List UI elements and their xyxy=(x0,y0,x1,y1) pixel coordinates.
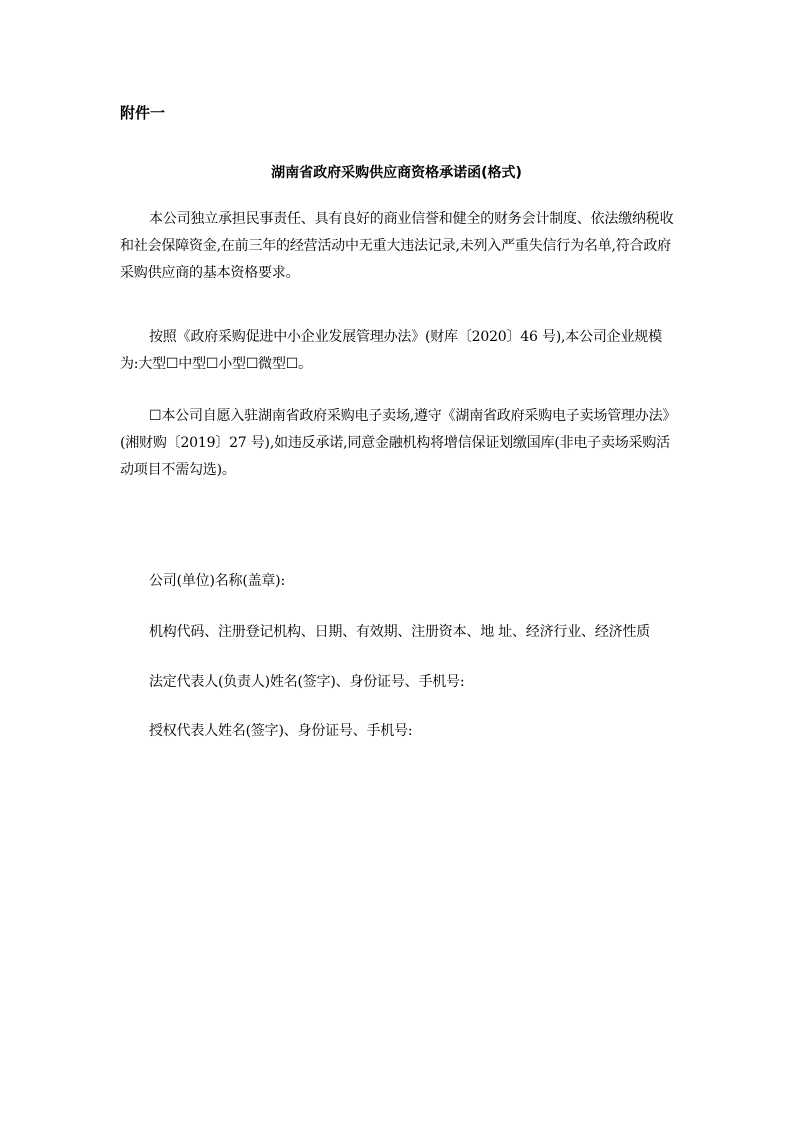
document-title: 湖南省政府采购供应商资格承诺函(格式) xyxy=(271,165,522,181)
paragraph-enterprise-size: 按照《政府采购促进中小企业发展管理办法》(财库〔2020〕46 号),本公司企业规模为:大型☐中型☐小型☐微型☐。 xyxy=(120,329,662,372)
paragraph-e-mall-commitment: ☐本公司自愿入驻湖南省政府采购电子卖场,遵守《湖南省政府采购电子卖场管理办法》(湘财购〔2019〕27 号),如违反承诺,同意金融机构将增信保证划缴国库(非电子卖场采购活动项目不需勾选)。 xyxy=(120,408,677,478)
field-org-info: 机构代码、注册登记机构、日期、有效期、注册资本、地 址、经济行业、经济性质 xyxy=(149,624,651,640)
field-legal-representative: 法定代表人(负责人)姓名(签字)、身份证号、手机号: xyxy=(149,674,465,690)
paragraph-qualification: 本公司独立承担民事责任、具有良好的商业信誉和健全的财务会计制度、依法缴纳税收和社会保障资金,在前三年的经营活动中无重大违法记录,未列入严重失信行为名单,符合政府采购供应商的基本资格要求。 xyxy=(120,211,674,281)
annex-label: 附件一 xyxy=(120,104,166,122)
field-authorized-representative: 授权代表人姓名(签字)、身份证号、手机号: xyxy=(149,723,413,739)
field-company-name: 公司(单位)名称(盖章): xyxy=(149,573,285,589)
